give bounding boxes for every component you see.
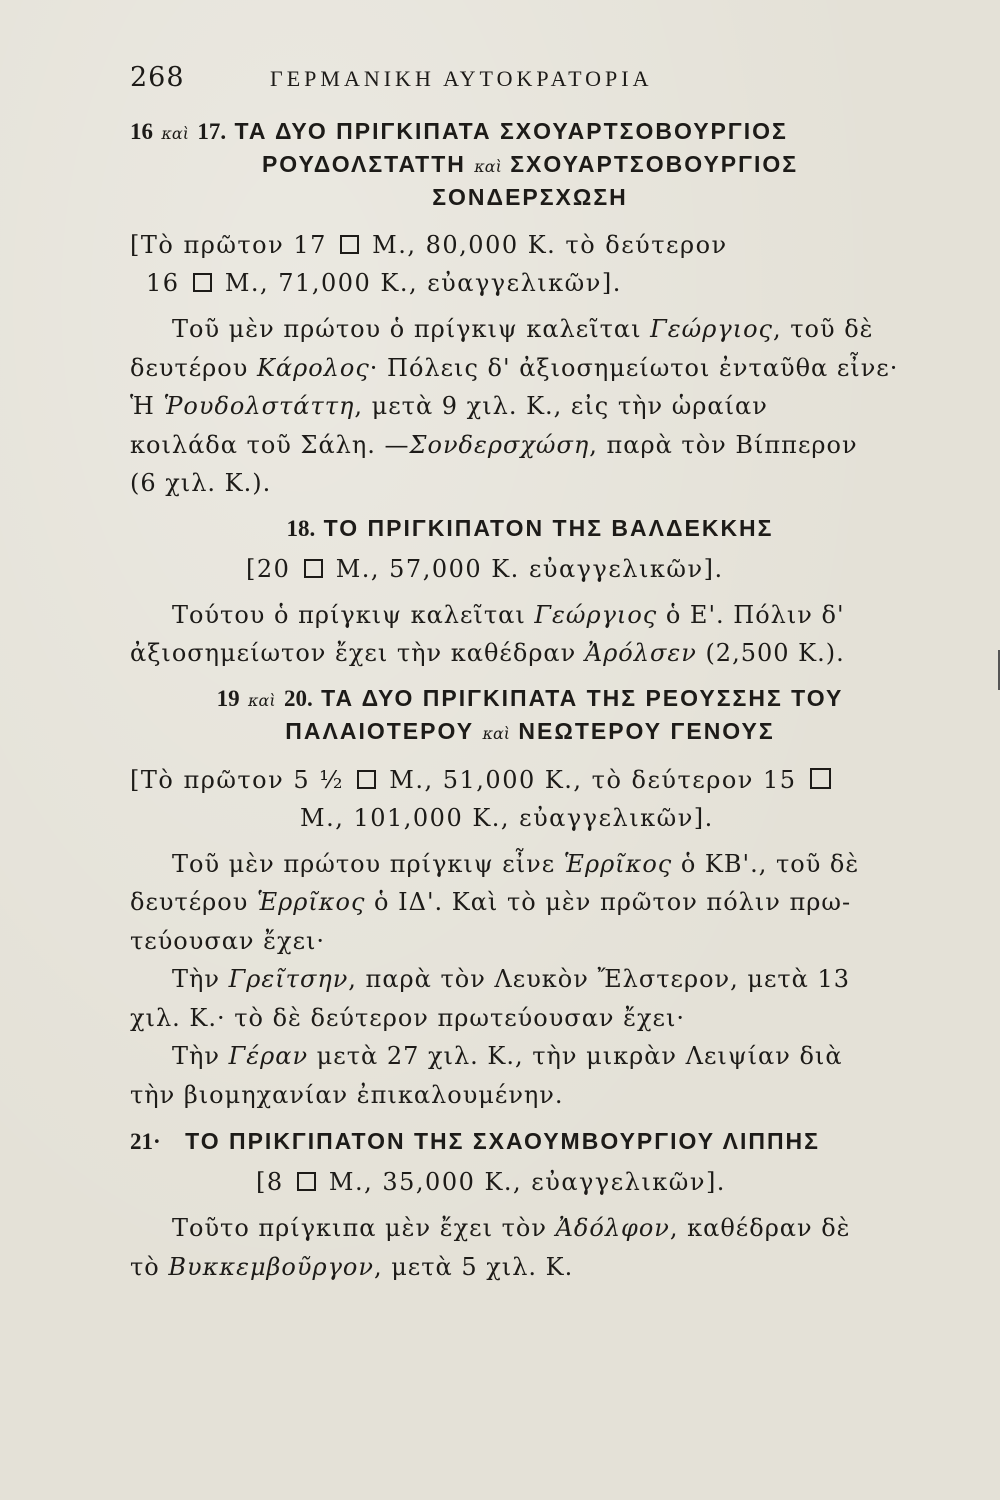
section-16-17 <box>130 116 930 503</box>
stats-text: Μ., 51,000 Κ., τὸ δεύτερον 15 <box>389 765 797 794</box>
section-number: 21· <box>130 1129 161 1154</box>
body-text: , παρὰ τὸν Λευκὸν Ἔλστερον, μετὰ 13 <box>348 965 851 993</box>
body-text: Τοῦ μὲν πρώτου πρίγκιψ εἶνε <box>172 849 564 878</box>
section-paragraph <box>130 1209 930 1286</box>
section-number: 16 <box>130 119 153 144</box>
section-19-20 <box>130 683 930 1115</box>
section-number: 20. <box>283 685 313 711</box>
section-title: ΤΑ ΔΥΟ ΠΡΙΓΚΙΠΑΤΑ ΣΧΟΥΑΡΤΣΟΒΟΥΡΓΙΟΣ <box>234 118 788 144</box>
body-text: ὁ ΚΒ'., τοῦ δὲ <box>672 849 860 878</box>
section-title-part: ΣΧΟΥΑΡΤΣΟΒΟΥΡΓΙΟΣ <box>510 151 799 177</box>
section-heading <box>130 513 930 544</box>
italic-name: Ἑρρῖκος <box>256 888 366 916</box>
text-line <box>130 426 930 465</box>
section-stats <box>130 550 930 588</box>
text-line <box>130 1037 930 1076</box>
italic-name: Ἑρρῖκος <box>563 849 673 878</box>
body-text: Τὴν <box>172 1042 229 1070</box>
italic-name: Ἀρόλσεν <box>584 639 697 667</box>
section-heading <box>130 116 930 149</box>
text-line: χιλ. Κ.· τὸ δὲ δεύτερον πρωτεύουσαν ἔχει· <box>130 1003 686 1032</box>
body-text: κοιλάδα τοῦ Σάλη. — <box>130 430 410 459</box>
body-text: ὁ Ε'. Πόλιν δ' <box>657 600 845 629</box>
body-text: δευτέρου <box>130 353 257 382</box>
conjunction: καὶ <box>248 690 276 710</box>
section-number: 18. <box>286 515 316 541</box>
stats-line <box>130 264 930 302</box>
body-text: Ἡ <box>130 392 164 420</box>
stats-line <box>130 1163 930 1201</box>
body-text: , παρὰ τὸν Βίππερον <box>589 430 858 459</box>
body-text: Τὴν <box>172 965 229 993</box>
body-text: Τοῦτο πρίγκιπα μὲν ἔχει τὸν <box>172 1214 556 1242</box>
body-text: , μετὰ 5 χιλ. Κ. <box>373 1252 574 1281</box>
italic-name: Ῥουδολστάττη <box>163 392 355 420</box>
section-title: ΤΑ ΔΥΟ ΠΡΙΓΚΙΠΑΤΑ ΤΗΣ ΡΕΟΥΣΣΗΣ ΤΟΥ <box>321 684 844 711</box>
stats-text: [Τὸ πρῶτον 5 ½ <box>130 765 345 794</box>
square-miles-icon <box>810 768 831 789</box>
section-number: 17. <box>197 119 227 144</box>
section-stats <box>130 226 930 302</box>
conjunction: καὶ <box>474 157 502 176</box>
body-text: μετὰ 27 χιλ. Κ., τὴν μικρὰν Λειψίαν διὰ <box>308 1042 843 1070</box>
section-number: 19 <box>216 685 240 711</box>
italic-name: Σονδερσχώση <box>409 430 590 459</box>
section-title-line <box>130 149 930 182</box>
page-number: 268 <box>130 62 185 93</box>
text-line <box>130 634 930 673</box>
square-miles-icon <box>340 235 359 254</box>
text-line <box>130 883 930 922</box>
section-title-part: ΡΟΥΔΟΛΣΤΑΤΤΗ <box>261 151 466 177</box>
italic-name: Γεώργιος <box>534 600 658 629</box>
section-title-part: ΠΑΛΑΙΟΤΕΡΟΥ <box>285 717 475 744</box>
italic-name: Γεώργιος <box>650 315 773 343</box>
stats-line <box>130 550 930 588</box>
text-line: (6 χιλ. Κ.). <box>130 469 272 497</box>
square-miles-icon <box>297 1172 316 1191</box>
italic-name: Γέραν <box>228 1042 309 1070</box>
stats-text: Μ., 35,000 Κ., εὐαγγελικῶν]. <box>328 1168 726 1196</box>
stats-line: Μ., 101,000 Κ., εὐαγγελικῶν]. <box>300 803 714 832</box>
section-heading <box>130 1126 930 1157</box>
text-line <box>130 960 930 999</box>
stats-text: [8 <box>256 1168 284 1196</box>
body-text: (2,500 Κ.). <box>696 639 845 667</box>
stats-line <box>130 226 930 264</box>
section-paragraph <box>130 596 930 673</box>
section-title-part: ΝΕΩΤΕΡΟΥ ΓΕΝΟΥΣ <box>518 717 775 744</box>
section-title: ΤΟ ΠΡΙΚΓΙΠΑΤΟΝ ΤΗΣ ΣΧΑΟΥΜΒΟΥΡΓΙΟΥ ΛΙΠΠΗΣ <box>185 1128 820 1154</box>
square-miles-icon <box>193 273 212 292</box>
section-paragraph <box>130 310 930 503</box>
stats-text: Μ., 71,000 Κ., εὐαγγελικῶν]. <box>224 269 622 297</box>
section-stats <box>130 761 930 837</box>
conjunction: καὶ <box>482 723 511 743</box>
body-text: ἀξιοσημείωτον ἔχει τὴν καθέδραν <box>130 639 585 667</box>
stats-line <box>130 761 930 799</box>
body-text: , καθέδραν δὲ <box>669 1214 851 1242</box>
running-title: ΓΕΡΜΑΝΙΚΗ ΑΥΤΟΚΡΑΤΟΡΙΑ <box>270 66 653 91</box>
section-paragraph <box>130 845 930 1115</box>
square-miles-icon <box>304 559 323 578</box>
italic-name: Βυκκεμβοῦργον <box>168 1252 374 1281</box>
body-text: δευτέρου <box>130 888 257 916</box>
italic-name: Γρεῖτσην <box>228 965 349 993</box>
stats-text: 16 <box>146 269 180 297</box>
text-line <box>130 349 930 388</box>
stats-text: Μ., 80,000 Κ. τὸ δεύτερον <box>372 231 728 259</box>
text-line: τεύουσαν ἔχει· <box>130 926 326 955</box>
section-title: ΤΟ ΠΡΙΓΚΙΠΑΤΟΝ ΤΗΣ ΒΑΛΔΕΚΚΗΣ <box>323 514 774 541</box>
section-title-line: ΣΟΝΔΕΡΣΧΩΣΗ <box>432 184 628 210</box>
stats-text: Μ., 57,000 Κ. εὐαγγελικῶν]. <box>335 554 724 583</box>
body-text: , τοῦ δὲ <box>773 315 874 343</box>
section-18 <box>130 513 930 673</box>
section-title-line <box>130 716 930 749</box>
body-text: , μετὰ 9 χιλ. Κ., εἰς τὴν ὡραίαν <box>354 392 768 420</box>
section-21 <box>130 1126 930 1286</box>
running-head <box>130 62 930 102</box>
body-text: ὁ ΙΔ'. Καὶ τὸ μὲν πρῶτον πόλιν πρω- <box>365 888 852 916</box>
italic-name: Κάρολος <box>256 353 370 382</box>
text-line <box>130 387 930 426</box>
body-text: τὸ <box>130 1252 169 1281</box>
body-text: · Πόλεις δ' ἀξιοσημείωτοι ἐνταῦθα εἶνε· <box>369 353 899 382</box>
section-stats <box>130 1163 930 1201</box>
text-line <box>130 1248 930 1287</box>
stats-text: [20 <box>246 554 291 583</box>
section-heading <box>130 683 930 716</box>
conjunction: καὶ <box>161 124 189 143</box>
square-miles-icon <box>357 770 376 789</box>
stats-text: [Τὸ πρῶτον 17 <box>130 231 327 259</box>
italic-name: Ἀδόλφον <box>555 1214 670 1242</box>
body-text: Τούτου ὁ πρίγκιψ καλεῖται <box>172 600 535 629</box>
text-line: τὴν βιομηχανίαν ἐπικαλουμένην. <box>130 1080 564 1109</box>
body-text: Τοῦ μὲν πρώτου ὁ πρίγκιψ καλεῖται <box>172 315 651 343</box>
